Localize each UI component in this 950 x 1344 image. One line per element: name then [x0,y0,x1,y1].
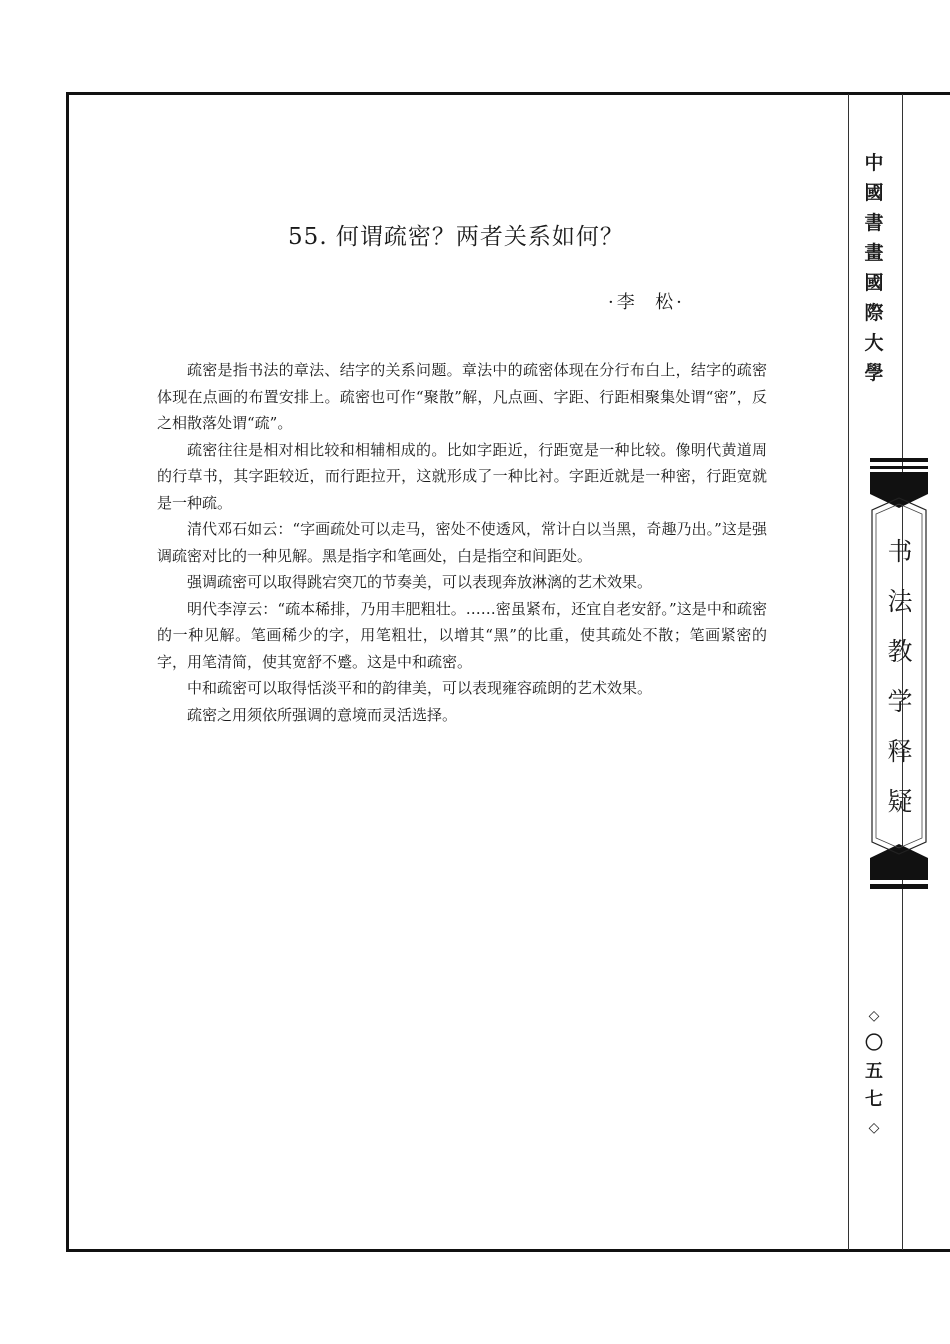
book-char: 教 [887,637,913,666]
sidebar-rule-left [848,94,849,1250]
school-char: 中 [864,152,884,174]
school-char: 際 [864,302,884,324]
article-body [157,357,767,728]
banner-bottom-bar-thin [870,876,928,879]
school-char: 書 [864,212,884,234]
school-char: 國 [864,272,884,294]
page-number-char: 五 [865,1061,883,1082]
article-author: ·李 松· [608,292,685,313]
diamond-icon: ◇ [868,1120,880,1136]
page-number [862,1002,886,1142]
paragraph: 强调疏密可以取得跳宕突兀的节奏美，可以表现奔放淋漓的艺术效果。 [187,573,653,591]
school-char: 學 [864,362,884,384]
sidebar-book-title [874,527,926,827]
article-title: 55. 何谓疏密？两者关系如何？ [288,224,624,250]
sidebar-school-name [862,148,886,388]
banner-bottom-bar [870,884,928,889]
school-char: 大 [864,332,884,354]
school-char: 國 [864,182,884,204]
book-char: 疑 [887,787,913,816]
paragraph: 明代李淳云：“疏本稀排，乃用丰肥粗壮。……密虽紧布，还宜自老安舒。”这是中和疏密的一种见解。笔画稀少的字，用笔粗壮，以增其“黑”的比重，使其疏处不散；笔画紧密的字，用笔清简，使其宽舒不蹙。这是中和疏密。 [157,599,767,671]
paragraph: 疏密是指书法的章法、结字的关系问题。章法中的疏密体现在分行布白上，结字的疏密体现在点画的布置安排上。疏密也可作“聚散”解，凡点画、字距、行距相聚集处谓“密”，反之相散落处谓“疏”。 [157,361,767,432]
book-char: 法 [887,587,913,616]
book-char: 书 [887,537,913,566]
page-number-char: 〇 [865,1033,883,1054]
paragraph: 清代邓石如云：“字画疏处可以走马，密处不使透风，常计白以当黑，奇趣乃出。”这是强调疏密对比的一种见解。黑是指字和笔画处，白是指空和间距处。 [157,520,767,565]
school-char: 畫 [864,242,884,264]
page-number-char: 七 [865,1089,883,1110]
diamond-icon: ◇ [868,1008,880,1024]
book-char: 学 [887,687,913,716]
paragraph: 疏密往往是相对相比较和相辅相成的。比如字距近，行距宽是一种比较。像明代黄道周的行草书，其字距较近，而行距拉开，这就形成了一种比衬。字距近就是一种密，行距宽就是一种疏。 [157,440,767,512]
paragraph: 疏密之用须依所强调的意境而灵活选择。 [187,705,458,724]
book-char: 释 [887,737,913,766]
paragraph: 中和疏密可以取得恬淡平和的韵律美，可以表现雍容疏朗的艺术效果。 [187,679,653,697]
